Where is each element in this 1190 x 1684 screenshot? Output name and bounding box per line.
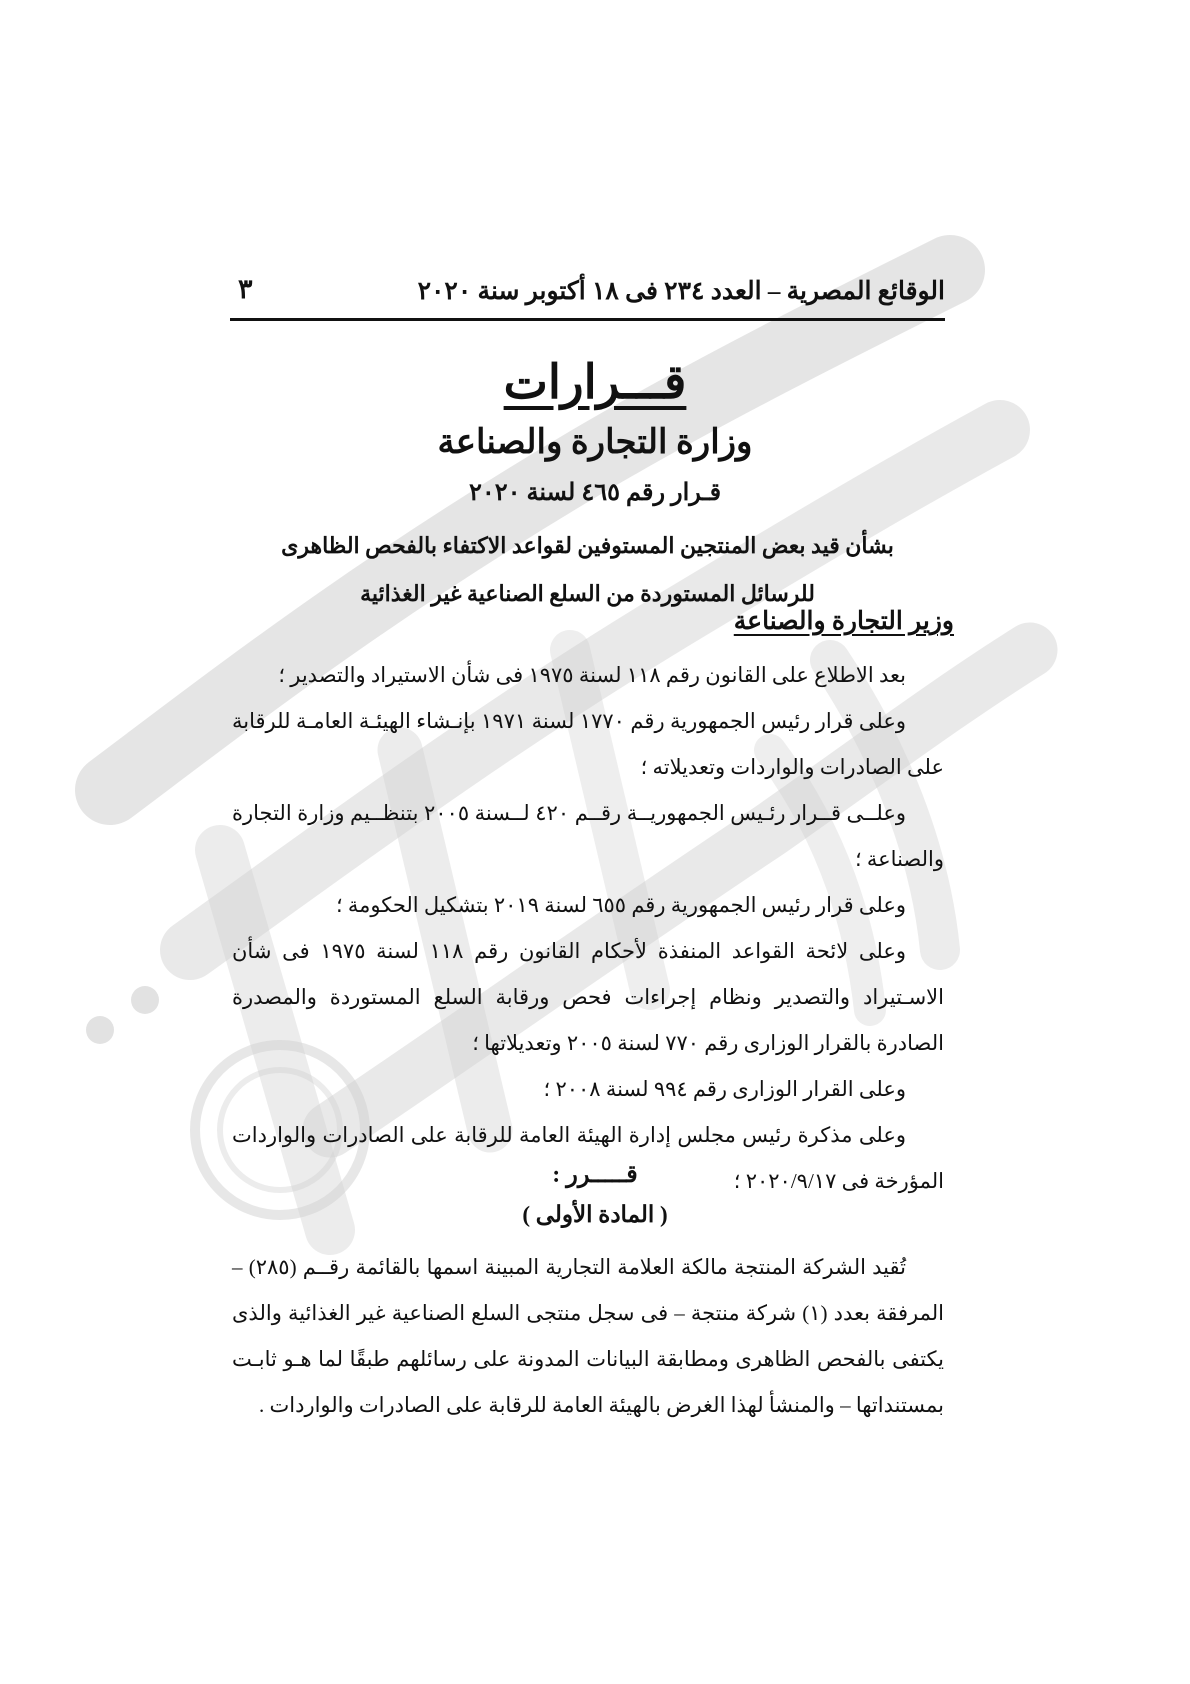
- issuer-title: وزير التجارة والصناعة: [733, 608, 954, 635]
- subject-line-2: للرسائل المستوردة من السلع الصناعية غير الغذائية: [360, 581, 815, 606]
- ministry-name: وزارة التجارة والصناعة: [437, 424, 753, 461]
- preamble-paragraph: وعلى قرار رئيس الجمهورية رقم ١٧٧٠ لسنة ١٩٧١ بإنـشاء الهيئـة العامـة للرقابة على الصادرات والواردات وتعديلاته ؛: [232, 709, 944, 779]
- article-title: ( المادة الأولى ): [522, 1202, 668, 1227]
- preamble: [232, 652, 944, 1204]
- preamble-paragraph: وعلى القرار الوزارى رقم ٩٩٤ لسنة ٢٠٠٨ ؛: [543, 1077, 906, 1101]
- decree-subject: [230, 522, 945, 618]
- section-title: قـــرارات: [503, 357, 687, 409]
- page-number: ٣: [238, 274, 253, 304]
- preamble-paragraph: وعلى قرار رئيس الجمهورية رقم ٦٥٥ لسنة ٢٠١٩ بتشكيل الحكومة ؛: [335, 893, 906, 917]
- preamble-paragraph: وعلى مذكرة رئيس مجلس إدارة الهيئة العامة للرقابة على الصادرات والواردات المؤرخة فى ٢٠٢٠/٩/١٧ ؛: [232, 1123, 944, 1193]
- preamble-paragraph: بعد الاطلاع على القانون رقم ١١٨ لسنة ١٩٧٥ فى شأن الاستيراد والتصدير ؛: [278, 663, 906, 687]
- decided-heading: قـــــرر :: [552, 1162, 638, 1188]
- decree-number: قـرار رقم ٤٦٥ لسنة ٢٠٢٠: [468, 480, 722, 506]
- article-text: تُقيد الشركة المنتجة مالكة العلامة التجارية المبينة اسمها بالقائمة رقــم (٢٨٥) – المرفقة بعدد (١) شركة منتجة – فى سجل منتجى السلع الصناعية غير الغذائية والذى يكتفى بالفحص الظاهرى ومطابقة البيانات المدونة على رسائلهم طبقًا لما هـو ثابـت بمستنداتها – والمنشأ لهذا الغرض بالهيئة العامة للرقابة على الصادرات والواردات .: [232, 1255, 944, 1417]
- preamble-paragraph: وعلى لائحة القواعد المنفذة لأحكام القانون رقم ١١٨ لسنة ١٩٧٥ فى شأن الاسـتيراد والتصدير ونظام إجراءات فحص ورقابة السلع المستوردة والمصدرة الصادرة بالقرار الوزارى رقم ٧٧٠ لسنة ٢٠٠٥ وتعديلاتها ؛: [232, 939, 944, 1055]
- subject-line-1: بشأن قيد بعض المنتجين المستوفين لقواعد الاكتفاء بالفحص الظاهرى: [281, 533, 894, 558]
- gazette-header-title: الوقائع المصرية – العدد ٢٣٤ فى ١٨ أكتوبر سنة ٢٠٢٠: [417, 278, 945, 305]
- page-header: [230, 270, 945, 321]
- preamble-paragraph: وعلــى قــرار رئـيس الجمهوريــة رقــم ٤٢٠ لــسنة ٢٠٠٥ بتنظــيم وزارة التجارة والصناعة ؛: [232, 801, 944, 871]
